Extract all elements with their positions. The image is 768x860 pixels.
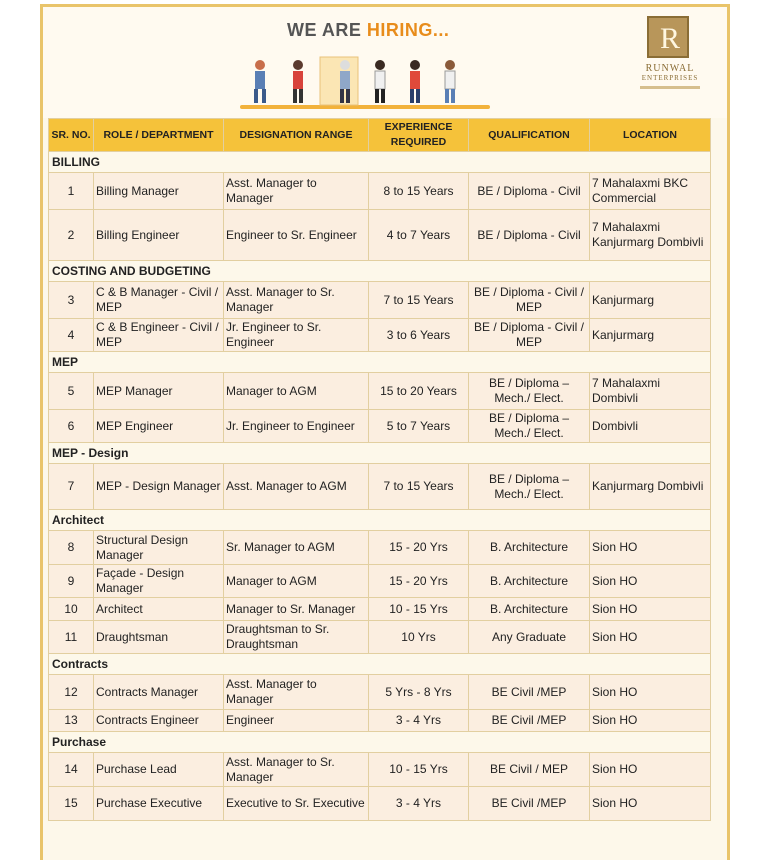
table-row: [49, 282, 711, 319]
table-row: [49, 531, 711, 565]
logo-letter: R: [659, 22, 680, 55]
section-row: [49, 261, 711, 282]
cell-sr: 13: [49, 710, 94, 732]
cell-location: Sion HO: [590, 621, 711, 654]
cell-experience: 10 Yrs: [369, 621, 469, 654]
table-row: [49, 598, 711, 621]
cell-role: Structural Design Manager: [94, 531, 224, 565]
cell-designation: Asst. Manager to Sr. Manager: [224, 282, 369, 319]
section-title: MEP: [49, 352, 711, 373]
cell-experience: 15 to 20 Years: [369, 373, 469, 410]
cell-qualification: BE / Diploma – Mech./ Elect.: [469, 464, 590, 510]
cell-location: 7 Mahalaxmi BKC Commercial: [590, 173, 711, 210]
cell-designation: Manager to Sr. Manager: [224, 598, 369, 621]
table-row: [49, 210, 711, 261]
hiring-title: [287, 20, 449, 41]
team-illustration: [230, 55, 500, 110]
cell-role: Façade - Design Manager: [94, 565, 224, 598]
table-row: [49, 787, 711, 821]
logo-tagline-bar: [640, 86, 700, 89]
cell-location: Sion HO: [590, 787, 711, 821]
section-title: COSTING AND BUDGETING: [49, 261, 711, 282]
cell-location: Sion HO: [590, 675, 711, 710]
cell-qualification: BE Civil /MEP: [469, 675, 590, 710]
section-row: [49, 352, 711, 373]
section-title: Contracts: [49, 654, 711, 675]
cell-designation: Asst. Manager to AGM: [224, 464, 369, 510]
section-row: [49, 443, 711, 464]
cell-qualification: B. Architecture: [469, 565, 590, 598]
cell-designation: Executive to Sr. Executive: [224, 787, 369, 821]
table-row: [49, 710, 711, 732]
cell-experience: 10 - 15 Yrs: [369, 598, 469, 621]
cell-qualification: BE / Diploma – Mech./ Elect.: [469, 410, 590, 443]
cell-qualification: BE / Diploma - Civil: [469, 210, 590, 261]
section-row: [49, 152, 711, 173]
table-row: [49, 565, 711, 598]
logo-subtitle: ENTERPRISES: [641, 74, 699, 82]
cell-qualification: Any Graduate: [469, 621, 590, 654]
cell-sr: 9: [49, 565, 94, 598]
logo-name: RUNWAL: [645, 63, 695, 74]
cell-location: Sion HO: [590, 710, 711, 732]
cell-qualification: BE / Diploma - Civil / MEP: [469, 282, 590, 319]
table-row: [49, 319, 711, 352]
cell-experience: 10 - 15 Yrs: [369, 753, 469, 787]
logo-mark: [647, 16, 689, 58]
cell-location: Kanjurmarg: [590, 282, 711, 319]
cell-sr: 12: [49, 675, 94, 710]
cell-role: Purchase Executive: [94, 787, 224, 821]
cell-sr: 1: [49, 173, 94, 210]
col-header-experience: EXPERIENCE REQUIRED: [369, 119, 469, 152]
cell-sr: 4: [49, 319, 94, 352]
section-title: Purchase: [49, 732, 711, 753]
cell-role: Purchase Lead: [94, 753, 224, 787]
table-row: [49, 373, 711, 410]
section-title: MEP - Design: [49, 443, 711, 464]
table-row: [49, 173, 711, 210]
cell-designation: Manager to AGM: [224, 565, 369, 598]
title-accent: HIRING...: [366, 20, 450, 40]
cell-designation: Manager to AGM: [224, 373, 369, 410]
cell-experience: 3 to 6 Years: [369, 319, 469, 352]
cell-role: MEP - Design Manager: [94, 464, 224, 510]
cell-designation: Engineer to Sr. Engineer: [224, 210, 369, 261]
cell-role: Contracts Engineer: [94, 710, 224, 732]
cell-qualification: B. Architecture: [469, 531, 590, 565]
cell-role: MEP Engineer: [94, 410, 224, 443]
cell-experience: 5 to 7 Years: [369, 410, 469, 443]
cell-location: Sion HO: [590, 565, 711, 598]
cell-designation: Jr. Engineer to Engineer: [224, 410, 369, 443]
cell-location: Sion HO: [590, 598, 711, 621]
cell-location: 7 Mahalaxmi Kanjurmarg Dombivli: [590, 210, 711, 261]
cell-location: Sion HO: [590, 531, 711, 565]
cell-designation: Engineer: [224, 710, 369, 732]
table-row: [49, 464, 711, 510]
title-prefix: WE ARE: [287, 20, 367, 40]
runwal-logo: [630, 16, 710, 96]
cell-sr: 2: [49, 210, 94, 261]
table-row: [49, 753, 711, 787]
cell-qualification: BE / Diploma - Civil / MEP: [469, 319, 590, 352]
cell-location: Kanjurmarg Dombivli: [590, 464, 711, 510]
jobs-table-body: [49, 152, 711, 821]
cell-location: 7 Mahalaxmi Dombivli: [590, 373, 711, 410]
cell-qualification: BE Civil /MEP: [469, 787, 590, 821]
cell-role: Billing Engineer: [94, 210, 224, 261]
section-row: [49, 510, 711, 531]
cell-role: Architect: [94, 598, 224, 621]
cell-experience: 7 to 15 Years: [369, 464, 469, 510]
col-header-qualification: QUALIFICATION: [469, 119, 590, 152]
cell-location: Sion HO: [590, 753, 711, 787]
cell-location: Kanjurmarg: [590, 319, 711, 352]
cell-qualification: BE / Diploma – Mech./ Elect.: [469, 373, 590, 410]
cell-qualification: BE Civil /MEP: [469, 710, 590, 732]
cell-role: C & B Engineer - Civil / MEP: [94, 319, 224, 352]
cell-location: Dombivli: [590, 410, 711, 443]
table-row: [49, 675, 711, 710]
cell-experience: 4 to 7 Years: [369, 210, 469, 261]
cell-sr: 5: [49, 373, 94, 410]
cell-sr: 15: [49, 787, 94, 821]
jobs-table: [48, 118, 711, 821]
cell-designation: Asst. Manager to Sr. Manager: [224, 753, 369, 787]
cell-designation: Asst. Manager to Manager: [224, 675, 369, 710]
cell-designation: Sr. Manager to AGM: [224, 531, 369, 565]
cell-experience: 7 to 15 Years: [369, 282, 469, 319]
cell-role: MEP Manager: [94, 373, 224, 410]
cell-role: Draughtsman: [94, 621, 224, 654]
cell-sr: 14: [49, 753, 94, 787]
cell-role: C & B Manager - Civil / MEP: [94, 282, 224, 319]
cell-experience: 8 to 15 Years: [369, 173, 469, 210]
cell-designation: Jr. Engineer to Sr. Engineer: [224, 319, 369, 352]
cell-qualification: B. Architecture: [469, 598, 590, 621]
section-title: Architect: [49, 510, 711, 531]
section-row: [49, 732, 711, 753]
col-header-location: LOCATION: [590, 119, 711, 152]
col-header-designation: DESIGNATION RANGE: [224, 119, 369, 152]
section-row: [49, 654, 711, 675]
cell-sr: 6: [49, 410, 94, 443]
cell-role: Contracts Manager: [94, 675, 224, 710]
cell-designation: Draughtsman to Sr. Draughtsman: [224, 621, 369, 654]
cell-experience: 15 - 20 Yrs: [369, 565, 469, 598]
cell-sr: 11: [49, 621, 94, 654]
cell-designation: Asst. Manager to Manager: [224, 173, 369, 210]
cell-experience: 3 - 4 Yrs: [369, 787, 469, 821]
cell-sr: 10: [49, 598, 94, 621]
section-title: BILLING: [49, 152, 711, 173]
col-header-sr-no: SR. NO.: [49, 119, 94, 152]
col-header-role: ROLE / DEPARTMENT: [94, 119, 224, 152]
cell-experience: 3 - 4 Yrs: [369, 710, 469, 732]
cell-experience: 15 - 20 Yrs: [369, 531, 469, 565]
table-row: [49, 621, 711, 654]
table-row: [49, 410, 711, 443]
cell-role: Billing Manager: [94, 173, 224, 210]
table-header-row: [49, 119, 711, 152]
cell-qualification: BE Civil / MEP: [469, 753, 590, 787]
cell-sr: 8: [49, 531, 94, 565]
cell-sr: 3: [49, 282, 94, 319]
cell-sr: 7: [49, 464, 94, 510]
cell-experience: 5 Yrs - 8 Yrs: [369, 675, 469, 710]
cell-qualification: BE / Diploma - Civil: [469, 173, 590, 210]
